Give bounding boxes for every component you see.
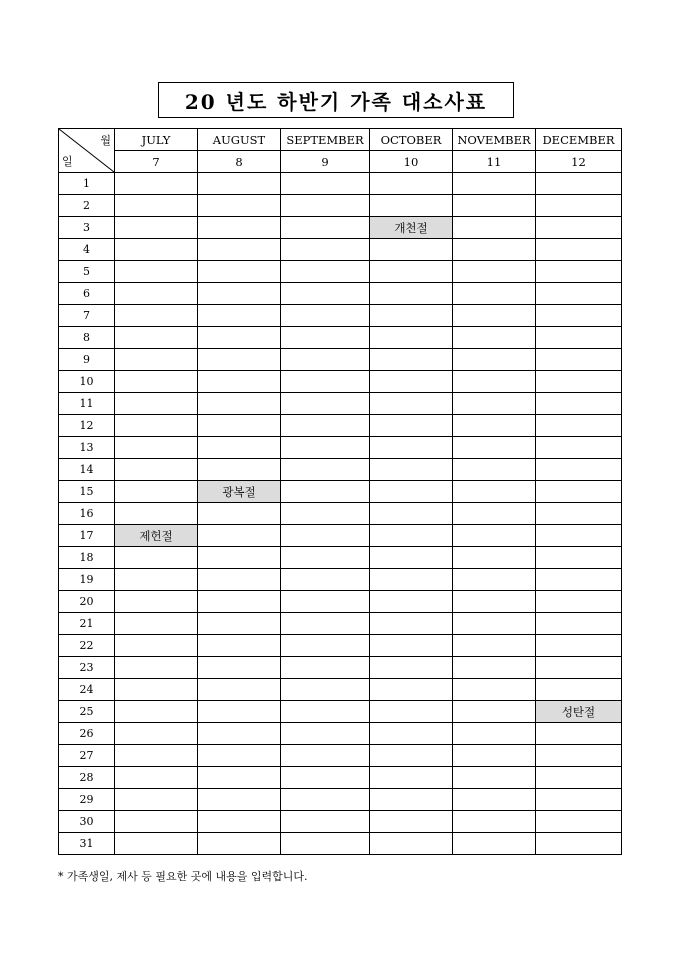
- entry-cell[interactable]: [198, 745, 281, 767]
- table-row: [59, 217, 622, 239]
- table-row: [59, 701, 622, 723]
- entry-cell[interactable]: [281, 195, 370, 217]
- entry-cell[interactable]: [281, 261, 370, 283]
- entry-cell[interactable]: [536, 503, 622, 525]
- page-title: 20 년도 하반기 가족 대소사표: [158, 82, 514, 118]
- day-number-cell: 18: [59, 547, 115, 569]
- entry-cell[interactable]: [281, 393, 370, 415]
- entry-cell[interactable]: [115, 239, 198, 261]
- entry-cell[interactable]: [536, 789, 622, 811]
- entry-cell[interactable]: [453, 437, 536, 459]
- table-row: [59, 195, 622, 217]
- holiday-cell[interactable]: 광복절: [198, 481, 281, 503]
- table-row: [59, 745, 622, 767]
- entry-cell[interactable]: [198, 657, 281, 679]
- entry-cell[interactable]: [281, 437, 370, 459]
- table-row: [59, 547, 622, 569]
- month-number-header: 12: [536, 151, 622, 173]
- entry-cell[interactable]: [370, 789, 453, 811]
- entry-cell[interactable]: [115, 657, 198, 679]
- table-row: [59, 283, 622, 305]
- entry-cell[interactable]: [281, 767, 370, 789]
- table-row: [59, 679, 622, 701]
- entry-cell[interactable]: [198, 393, 281, 415]
- entry-cell[interactable]: [536, 811, 622, 833]
- entry-cell[interactable]: [115, 811, 198, 833]
- entry-cell[interactable]: [115, 173, 198, 195]
- day-number-cell: 14: [59, 459, 115, 481]
- entry-cell[interactable]: [370, 327, 453, 349]
- entry-cell[interactable]: [115, 547, 198, 569]
- entry-cell[interactable]: [198, 415, 281, 437]
- entry-cell[interactable]: [453, 613, 536, 635]
- month-number-header: 9: [281, 151, 370, 173]
- entry-cell[interactable]: [198, 283, 281, 305]
- entry-cell[interactable]: [281, 459, 370, 481]
- entry-cell[interactable]: [536, 195, 622, 217]
- entry-cell[interactable]: [453, 503, 536, 525]
- entry-cell[interactable]: [536, 261, 622, 283]
- holiday-cell[interactable]: 성탄절: [536, 701, 622, 723]
- entry-cell[interactable]: [281, 283, 370, 305]
- entry-cell[interactable]: [281, 569, 370, 591]
- entry-cell[interactable]: [536, 415, 622, 437]
- entry-cell[interactable]: [370, 283, 453, 305]
- entry-cell[interactable]: [281, 525, 370, 547]
- table-row: [59, 327, 622, 349]
- entry-cell[interactable]: [536, 613, 622, 635]
- entry-cell[interactable]: [453, 371, 536, 393]
- day-number-cell: 20: [59, 591, 115, 613]
- entry-cell[interactable]: [115, 393, 198, 415]
- entry-cell[interactable]: [198, 459, 281, 481]
- month-number-header: 10: [370, 151, 453, 173]
- footnote: * 가족생일, 제사 등 필요한 곳에 내용을 입력합니다.: [58, 870, 308, 883]
- day-number-cell: 6: [59, 283, 115, 305]
- month-number-header: 8: [198, 151, 281, 173]
- day-number-cell: 11: [59, 393, 115, 415]
- day-number-cell: 1: [59, 173, 115, 195]
- entry-cell[interactable]: [281, 811, 370, 833]
- entry-cell[interactable]: [453, 767, 536, 789]
- entry-cell[interactable]: [281, 217, 370, 239]
- entry-cell[interactable]: [536, 459, 622, 481]
- day-number-cell: 3: [59, 217, 115, 239]
- table-row: [59, 811, 622, 833]
- entry-cell[interactable]: [115, 679, 198, 701]
- day-number-cell: 7: [59, 305, 115, 327]
- month-name-header: OCTOBER: [370, 129, 453, 151]
- entry-cell[interactable]: [453, 261, 536, 283]
- day-number-cell: 9: [59, 349, 115, 371]
- entry-cell[interactable]: [281, 701, 370, 723]
- table-row: [59, 569, 622, 591]
- entry-cell[interactable]: [281, 239, 370, 261]
- entry-cell[interactable]: [198, 239, 281, 261]
- entry-cell[interactable]: [370, 195, 453, 217]
- day-number-cell: 4: [59, 239, 115, 261]
- entry-cell[interactable]: [198, 195, 281, 217]
- entry-cell[interactable]: [536, 305, 622, 327]
- entry-cell[interactable]: [198, 217, 281, 239]
- entry-cell[interactable]: [453, 635, 536, 657]
- entry-cell[interactable]: [281, 657, 370, 679]
- day-number-cell: 28: [59, 767, 115, 789]
- entry-cell[interactable]: [115, 327, 198, 349]
- entry-cell[interactable]: [115, 349, 198, 371]
- entry-cell[interactable]: [370, 591, 453, 613]
- table-row: [59, 459, 622, 481]
- entry-cell[interactable]: [198, 349, 281, 371]
- entry-cell[interactable]: [536, 327, 622, 349]
- entry-cell[interactable]: [115, 613, 198, 635]
- day-number-cell: 17: [59, 525, 115, 547]
- entry-cell[interactable]: [453, 173, 536, 195]
- day-number-cell: 10: [59, 371, 115, 393]
- entry-cell[interactable]: [370, 635, 453, 657]
- month-name-header: DECEMBER: [536, 129, 622, 151]
- entry-cell[interactable]: [281, 349, 370, 371]
- entry-cell[interactable]: [198, 811, 281, 833]
- table-row: [59, 305, 622, 327]
- entry-cell[interactable]: [370, 811, 453, 833]
- entry-cell[interactable]: [198, 503, 281, 525]
- entry-cell[interactable]: [115, 745, 198, 767]
- entry-cell[interactable]: [281, 745, 370, 767]
- entry-cell[interactable]: [198, 679, 281, 701]
- entry-cell[interactable]: [115, 305, 198, 327]
- entry-cell[interactable]: [453, 745, 536, 767]
- table-row: [59, 371, 622, 393]
- table-row: [59, 613, 622, 635]
- entry-cell[interactable]: [115, 789, 198, 811]
- entry-cell[interactable]: [453, 481, 536, 503]
- day-number-cell: 13: [59, 437, 115, 459]
- entry-cell[interactable]: [115, 635, 198, 657]
- day-number-cell: 30: [59, 811, 115, 833]
- table-row: [59, 481, 622, 503]
- table-row: [59, 503, 622, 525]
- day-number-cell: 2: [59, 195, 115, 217]
- entry-cell[interactable]: [536, 635, 622, 657]
- month-name-header: JULY: [115, 129, 198, 151]
- entry-cell[interactable]: [536, 569, 622, 591]
- entry-cell[interactable]: [453, 591, 536, 613]
- table-row: [59, 437, 622, 459]
- entry-cell[interactable]: [281, 547, 370, 569]
- entry-cell[interactable]: [281, 723, 370, 745]
- calendar-body: [59, 173, 622, 855]
- entry-cell[interactable]: [536, 591, 622, 613]
- holiday-cell[interactable]: 개천절: [370, 217, 453, 239]
- table-row: [59, 789, 622, 811]
- table-row: [59, 261, 622, 283]
- day-number-cell: 5: [59, 261, 115, 283]
- table-row: [59, 349, 622, 371]
- entry-cell[interactable]: [453, 833, 536, 855]
- entry-cell[interactable]: [370, 679, 453, 701]
- entry-cell[interactable]: [453, 459, 536, 481]
- month-corner-label: 월: [100, 134, 111, 147]
- entry-cell[interactable]: [115, 767, 198, 789]
- entry-cell[interactable]: [198, 547, 281, 569]
- entry-cell[interactable]: [370, 745, 453, 767]
- entry-cell[interactable]: [536, 437, 622, 459]
- entry-cell[interactable]: [370, 459, 453, 481]
- entry-cell[interactable]: [281, 789, 370, 811]
- entry-cell[interactable]: [198, 371, 281, 393]
- entry-cell[interactable]: [115, 415, 198, 437]
- entry-cell[interactable]: [453, 723, 536, 745]
- entry-cell[interactable]: [453, 239, 536, 261]
- month-name-header: SEPTEMBER: [281, 129, 370, 151]
- entry-cell[interactable]: [281, 415, 370, 437]
- entry-cell[interactable]: [453, 701, 536, 723]
- entry-cell[interactable]: [370, 261, 453, 283]
- entry-cell[interactable]: [115, 833, 198, 855]
- calendar-table: [58, 128, 622, 855]
- entry-cell[interactable]: [370, 657, 453, 679]
- entry-cell[interactable]: [536, 525, 622, 547]
- entry-cell[interactable]: [198, 789, 281, 811]
- table-row: [59, 833, 622, 855]
- entry-cell[interactable]: [198, 173, 281, 195]
- day-number-cell: 25: [59, 701, 115, 723]
- entry-cell[interactable]: [115, 283, 198, 305]
- holiday-cell[interactable]: 제헌절: [115, 525, 198, 547]
- entry-cell[interactable]: [536, 723, 622, 745]
- table-row: [59, 591, 622, 613]
- entry-cell[interactable]: [370, 701, 453, 723]
- entry-cell[interactable]: [453, 789, 536, 811]
- entry-cell[interactable]: [536, 393, 622, 415]
- entry-cell[interactable]: [198, 635, 281, 657]
- entry-cell[interactable]: [536, 679, 622, 701]
- day-number-cell: 23: [59, 657, 115, 679]
- day-number-cell: 27: [59, 745, 115, 767]
- entry-cell[interactable]: [536, 481, 622, 503]
- entry-cell[interactable]: [453, 811, 536, 833]
- entry-cell[interactable]: [198, 833, 281, 855]
- entry-cell[interactable]: [536, 239, 622, 261]
- month-name-header: NOVEMBER: [453, 129, 536, 151]
- entry-cell[interactable]: [453, 657, 536, 679]
- entry-cell[interactable]: [536, 217, 622, 239]
- entry-cell[interactable]: [198, 327, 281, 349]
- entry-cell[interactable]: [198, 767, 281, 789]
- day-number-cell: 12: [59, 415, 115, 437]
- entry-cell[interactable]: [281, 613, 370, 635]
- entry-cell[interactable]: [281, 371, 370, 393]
- entry-cell[interactable]: [536, 767, 622, 789]
- entry-cell[interactable]: [370, 305, 453, 327]
- entry-cell[interactable]: [453, 393, 536, 415]
- day-number-cell: 29: [59, 789, 115, 811]
- entry-cell[interactable]: [281, 833, 370, 855]
- entry-cell[interactable]: [281, 591, 370, 613]
- entry-cell[interactable]: [370, 613, 453, 635]
- day-number-cell: 8: [59, 327, 115, 349]
- entry-cell[interactable]: [453, 547, 536, 569]
- entry-cell[interactable]: [198, 569, 281, 591]
- entry-cell[interactable]: [536, 833, 622, 855]
- month-number-header: 7: [115, 151, 198, 173]
- entry-cell[interactable]: [281, 679, 370, 701]
- day-corner-label: 일: [62, 155, 73, 168]
- entry-cell[interactable]: [453, 305, 536, 327]
- table-row: [59, 239, 622, 261]
- entry-cell[interactable]: [536, 547, 622, 569]
- table-row: [59, 525, 622, 547]
- day-number-cell: 31: [59, 833, 115, 855]
- entry-cell[interactable]: [115, 481, 198, 503]
- entry-cell[interactable]: [115, 217, 198, 239]
- entry-cell[interactable]: [281, 635, 370, 657]
- entry-cell[interactable]: [115, 503, 198, 525]
- day-number-cell: 21: [59, 613, 115, 635]
- table-row: [59, 723, 622, 745]
- entry-cell[interactable]: [370, 437, 453, 459]
- corner-header-cell: [59, 129, 115, 173]
- table-row: [59, 635, 622, 657]
- day-number-cell: 22: [59, 635, 115, 657]
- entry-cell[interactable]: [198, 437, 281, 459]
- entry-cell[interactable]: [370, 349, 453, 371]
- entry-cell[interactable]: [453, 569, 536, 591]
- entry-cell[interactable]: [453, 327, 536, 349]
- entry-cell[interactable]: [198, 261, 281, 283]
- day-number-cell: 19: [59, 569, 115, 591]
- day-number-cell: 24: [59, 679, 115, 701]
- entry-cell[interactable]: [115, 437, 198, 459]
- table-row: [59, 393, 622, 415]
- entry-cell[interactable]: [115, 591, 198, 613]
- entry-cell[interactable]: [115, 371, 198, 393]
- entry-cell[interactable]: [536, 349, 622, 371]
- table-row: [59, 767, 622, 789]
- entry-cell[interactable]: [453, 195, 536, 217]
- entry-cell[interactable]: [370, 371, 453, 393]
- entry-cell[interactable]: [370, 833, 453, 855]
- entry-cell[interactable]: [370, 503, 453, 525]
- month-name-header: AUGUST: [198, 129, 281, 151]
- day-number-cell: 26: [59, 723, 115, 745]
- entry-cell[interactable]: [198, 525, 281, 547]
- entry-cell[interactable]: [370, 393, 453, 415]
- entry-cell[interactable]: [281, 327, 370, 349]
- table-row: [59, 657, 622, 679]
- entry-cell[interactable]: [281, 173, 370, 195]
- entry-cell[interactable]: [115, 723, 198, 745]
- table-row: [59, 173, 622, 195]
- entry-cell[interactable]: [198, 723, 281, 745]
- entry-cell[interactable]: [281, 481, 370, 503]
- entry-cell[interactable]: [370, 415, 453, 437]
- entry-cell[interactable]: [198, 701, 281, 723]
- entry-cell[interactable]: [115, 195, 198, 217]
- entry-cell[interactable]: [281, 503, 370, 525]
- entry-cell[interactable]: [115, 261, 198, 283]
- entry-cell[interactable]: [370, 481, 453, 503]
- entry-cell[interactable]: [536, 745, 622, 767]
- entry-cell[interactable]: [198, 305, 281, 327]
- entry-cell[interactable]: [370, 547, 453, 569]
- table-row: [59, 415, 622, 437]
- entry-cell[interactable]: [370, 173, 453, 195]
- entry-cell[interactable]: [198, 613, 281, 635]
- entry-cell[interactable]: [370, 525, 453, 547]
- entry-cell[interactable]: [370, 767, 453, 789]
- entry-cell[interactable]: [115, 569, 198, 591]
- entry-cell[interactable]: [281, 305, 370, 327]
- entry-cell[interactable]: [453, 283, 536, 305]
- entry-cell[interactable]: [536, 283, 622, 305]
- entry-cell[interactable]: [370, 569, 453, 591]
- day-number-cell: 15: [59, 481, 115, 503]
- entry-cell[interactable]: [536, 371, 622, 393]
- entry-cell[interactable]: [536, 173, 622, 195]
- entry-cell[interactable]: [453, 217, 536, 239]
- entry-cell[interactable]: [198, 591, 281, 613]
- entry-cell[interactable]: [115, 701, 198, 723]
- entry-cell[interactable]: [370, 239, 453, 261]
- entry-cell[interactable]: [115, 459, 198, 481]
- entry-cell[interactable]: [453, 415, 536, 437]
- entry-cell[interactable]: [453, 679, 536, 701]
- entry-cell[interactable]: [453, 525, 536, 547]
- entry-cell[interactable]: [370, 723, 453, 745]
- day-number-cell: 16: [59, 503, 115, 525]
- month-number-header: 11: [453, 151, 536, 173]
- entry-cell[interactable]: [453, 349, 536, 371]
- entry-cell[interactable]: [536, 657, 622, 679]
